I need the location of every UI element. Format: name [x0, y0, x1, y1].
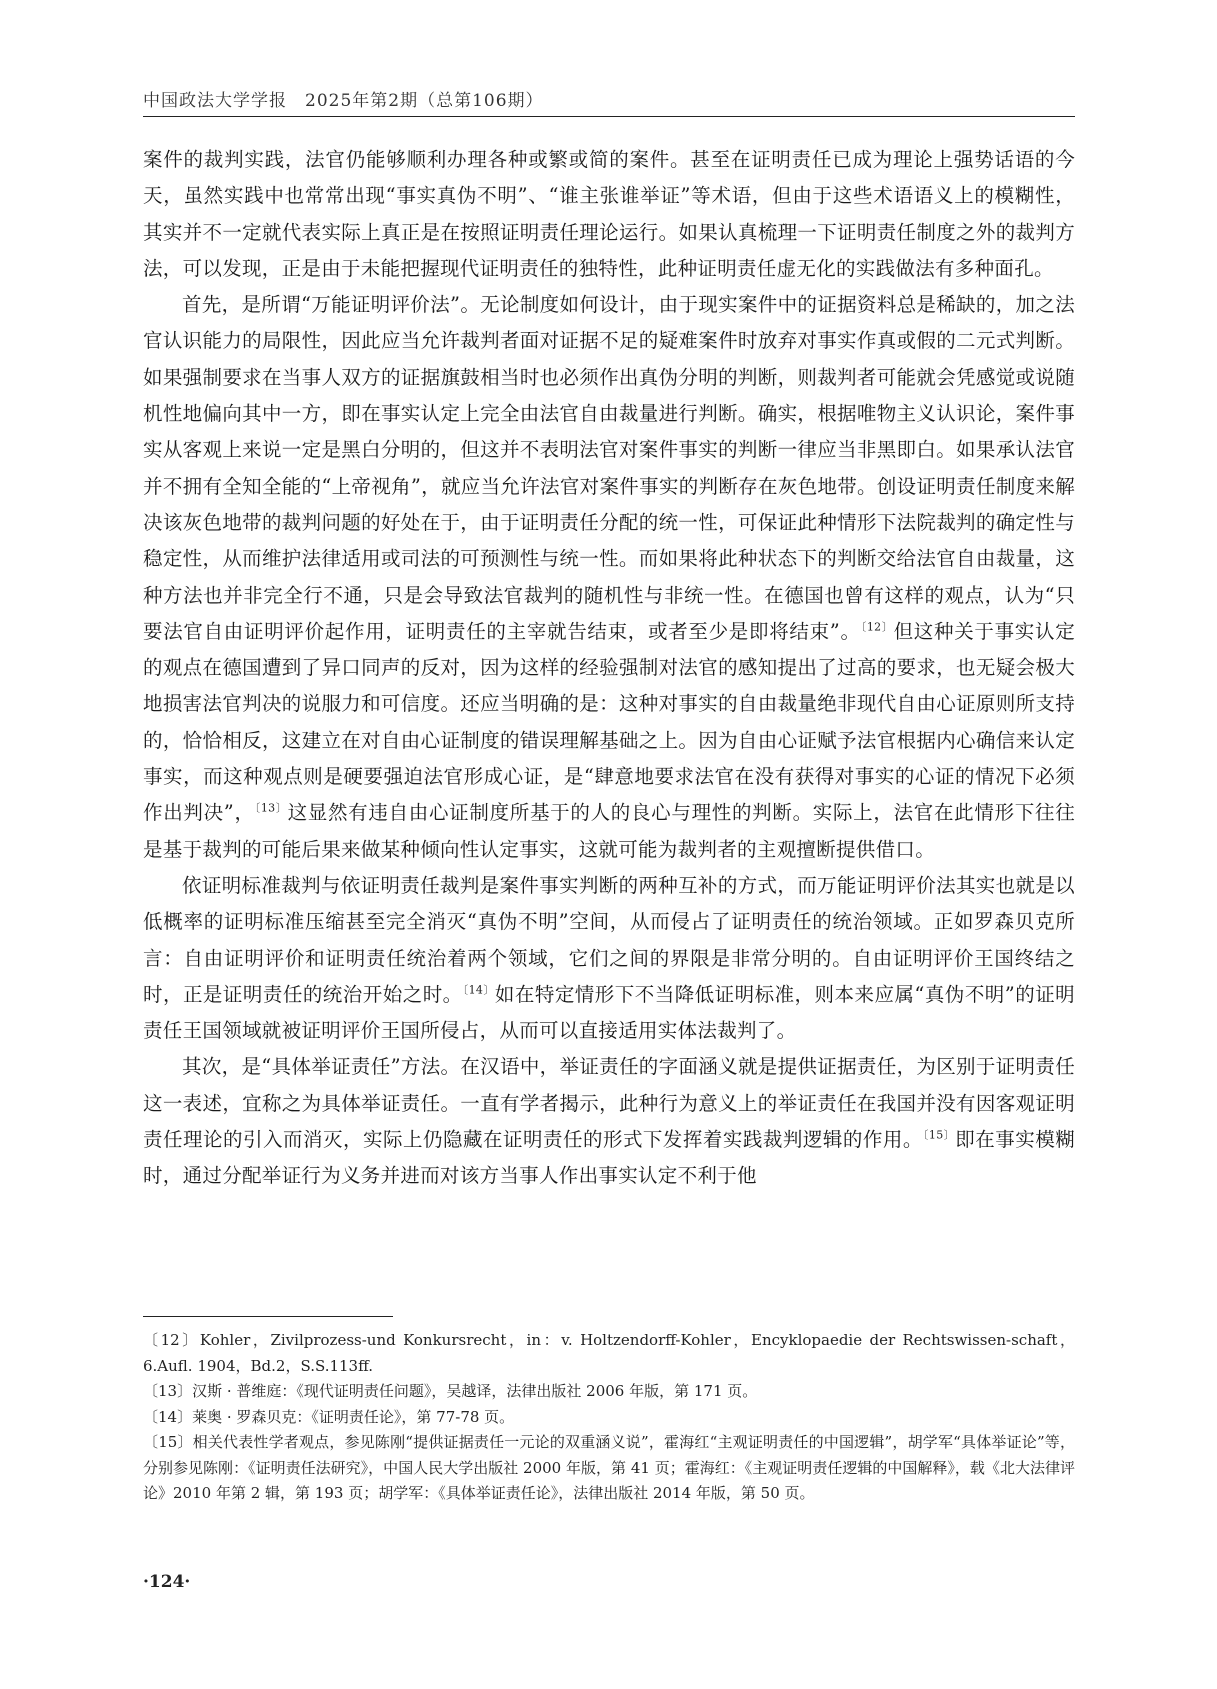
- footnote-12: 〔12〕Kohler，Zivilprozess-und Konkursrecht，in：v. Holtzendorff-Kohler，Encyklopaedie der Rechtswissen-schaft，6.Aufl. 1904，Bd.2，S.S.113ff.: [143, 1331, 1075, 1375]
- footnotes: [143, 1328, 1075, 1507]
- body-paragraph: [143, 1049, 1075, 1194]
- footnote-ref[interactable]: 〔15〕: [922, 1128, 956, 1142]
- paragraph-text: 但这种关于事实认定的观点在德国遭到了异口同声的反对，因为这样的经验强制对法官的感知提出了过高的要求，也无疑会极大地损害法官判决的说服力和可信度。还应当明确的是：这种对事实的自由裁量绝非现代自由心证原则所支持的，恰恰相反，这建立在对自由心证制度的错误理解基础之上。因为自由心证赋予法官根据内心确信来认定事实，而这种观点则是硬要强迫法官形成心证，是“肆意地要求法官在没有获得对事实的心证的情况下必须作出判决”，: [143, 619, 1075, 825]
- paragraph-text: 这显然有违自由心证制度所基于的人的良心与理性的判断。实际上，法官在此情形下往往是基于裁判的可能后果来做某种倾向性认定事实，这就可能为裁判者的主观擅断提供借口。: [143, 801, 1075, 861]
- footnote-ref[interactable]: 〔14〕: [462, 983, 495, 997]
- body-text: [143, 142, 1075, 1195]
- body-paragraph: [143, 868, 1075, 1049]
- footnote-14: 〔14〕莱奥 · 罗森贝克：《证明责任论》，第 77-78 页。: [143, 1407, 515, 1426]
- footnote-ref[interactable]: 〔13〕: [254, 801, 288, 815]
- page-number: ·124·: [143, 1572, 191, 1592]
- body-paragraph: [143, 287, 1075, 868]
- footnote-ref[interactable]: 〔12〕: [860, 620, 894, 634]
- footnote-divider: [143, 1316, 393, 1317]
- running-header: 中国政法大学学报 2025年第2期（总第106期）: [143, 86, 1075, 117]
- paragraph-text: 即在事实模糊时，通过分配举证行为义务并进而对该方当事人作出事实认定不利于他: [143, 1128, 1075, 1188]
- paragraph-text: 依证明标准裁判与依证明责任裁判是案件事实判断的两种互补的方式，而万能证明评价法其实也就是以低概率的证明标准压缩甚至完全消灭“真伪不明”空间，从而侵占了证明责任的统治领域。正如罗森贝克所言：自由证明评价和证明责任统治着两个领域，它们之间的界限是非常分明的。自由证明评价王国终结之时，正是证明责任的统治开始之时。: [143, 873, 1075, 1006]
- body-paragraph: [143, 142, 1075, 287]
- paragraph-text: 首先，是所谓“万能证明评价法”。无论制度如何设计，由于现实案件中的证据资料总是稀缺的，加之法官认识能力的局限性，因此应当允许裁判者面对证据不足的疑难案件时放弃对事实作真或假的二元式判断。如果强制要求在当事人双方的证据旗鼓相当时也必须作出真伪分明的判断，则裁判者可能就会凭感觉或说随机性地偏向其中一方，即在事实认定上完全由法官自由裁量进行判断。确实，根据唯物主义认识论，案件事实从客观上来说一定是黑白分明的，但这并不表明法官对案件事实的判断一律应当非黑即白。如果承认法官并不拥有全知全能的“上帝视角”，就应当允许法官对案件事实的判断存在灰色地带。创设证明责任制度来解决该灰色地带的裁判问题的好处在于，由于证明责任分配的统一性，可保证此种情形下法院裁判的确定性与稳定性，从而维护法律适用或司法的可预测性与统一性。而如果将此种状态下的判断交给法官自由裁量，这种方法也并非完全行不通，只是会导致法官裁判的随机性与非统一性。在德国也曾有这样的观点，认为“只要法官自由证明评价起作用，证明责任的主宰就告结束，或者至少是即将结束”。: [143, 293, 1075, 643]
- footnote-13: 〔13〕汉斯 · 普维庭：《现代证明责任问题》，吴越译，法律出版社 2006 年版，第 171 页。: [143, 1382, 758, 1400]
- footnote-15: 〔15〕相关代表性学者观点，参见陈刚“提供证据责任一元论的双重涵义说”，霍海红“主观证明责任的中国逻辑”，胡学军“具体举证论”等，分别参见陈刚：《证明责任法研究》，中国人民大学出版社 2000 年版，第 41 页；霍海红：《主观证明责任逻辑的中国解释》，载《北大法律评论》2010 年第 2 辑，第 193 页；胡学军：《具体举证责任论》，法律出版社 2014 年版，第 50 页。: [143, 1433, 1075, 1502]
- paragraph-text: 案件的裁判实践，法官仍能够顺利办理各种或繁或简的案件。甚至在证明责任已成为理论上强势话语的今天，虽然实践中也常常出现“事实真伪不明”、“谁主张谁举证”等术语，但由于这些术语语义上的模糊性，其实并不一定就代表实际上真正是在按照证明责任理论运行。如果认真梳理一下证明责任制度之外的裁判方法，可以发现，正是由于未能把握现代证明责任的独特性，此种证明责任虚无化的实践做法有多种面孔。: [143, 148, 1075, 280]
- paragraph-text: 如在特定情形下不当降低证明标准，则本来应属“真伪不明”的证明责任王国领域就被证明评价王国所侵占，从而可以直接适用实体法裁判了。: [143, 982, 1075, 1043]
- paragraph-text: 其次，是“具体举证责任”方法。在汉语中，举证责任的字面涵义就是提供证据责任，为区别于证明责任这一表述，宜称之为具体举证责任。一直有学者揭示，此种行为意义上的举证责任在我国并没有因客观证明责任理论的引入而消灭，实际上仍隐藏在证明责任的形式下发挥着实践裁判逻辑的作用。: [143, 1055, 1075, 1152]
